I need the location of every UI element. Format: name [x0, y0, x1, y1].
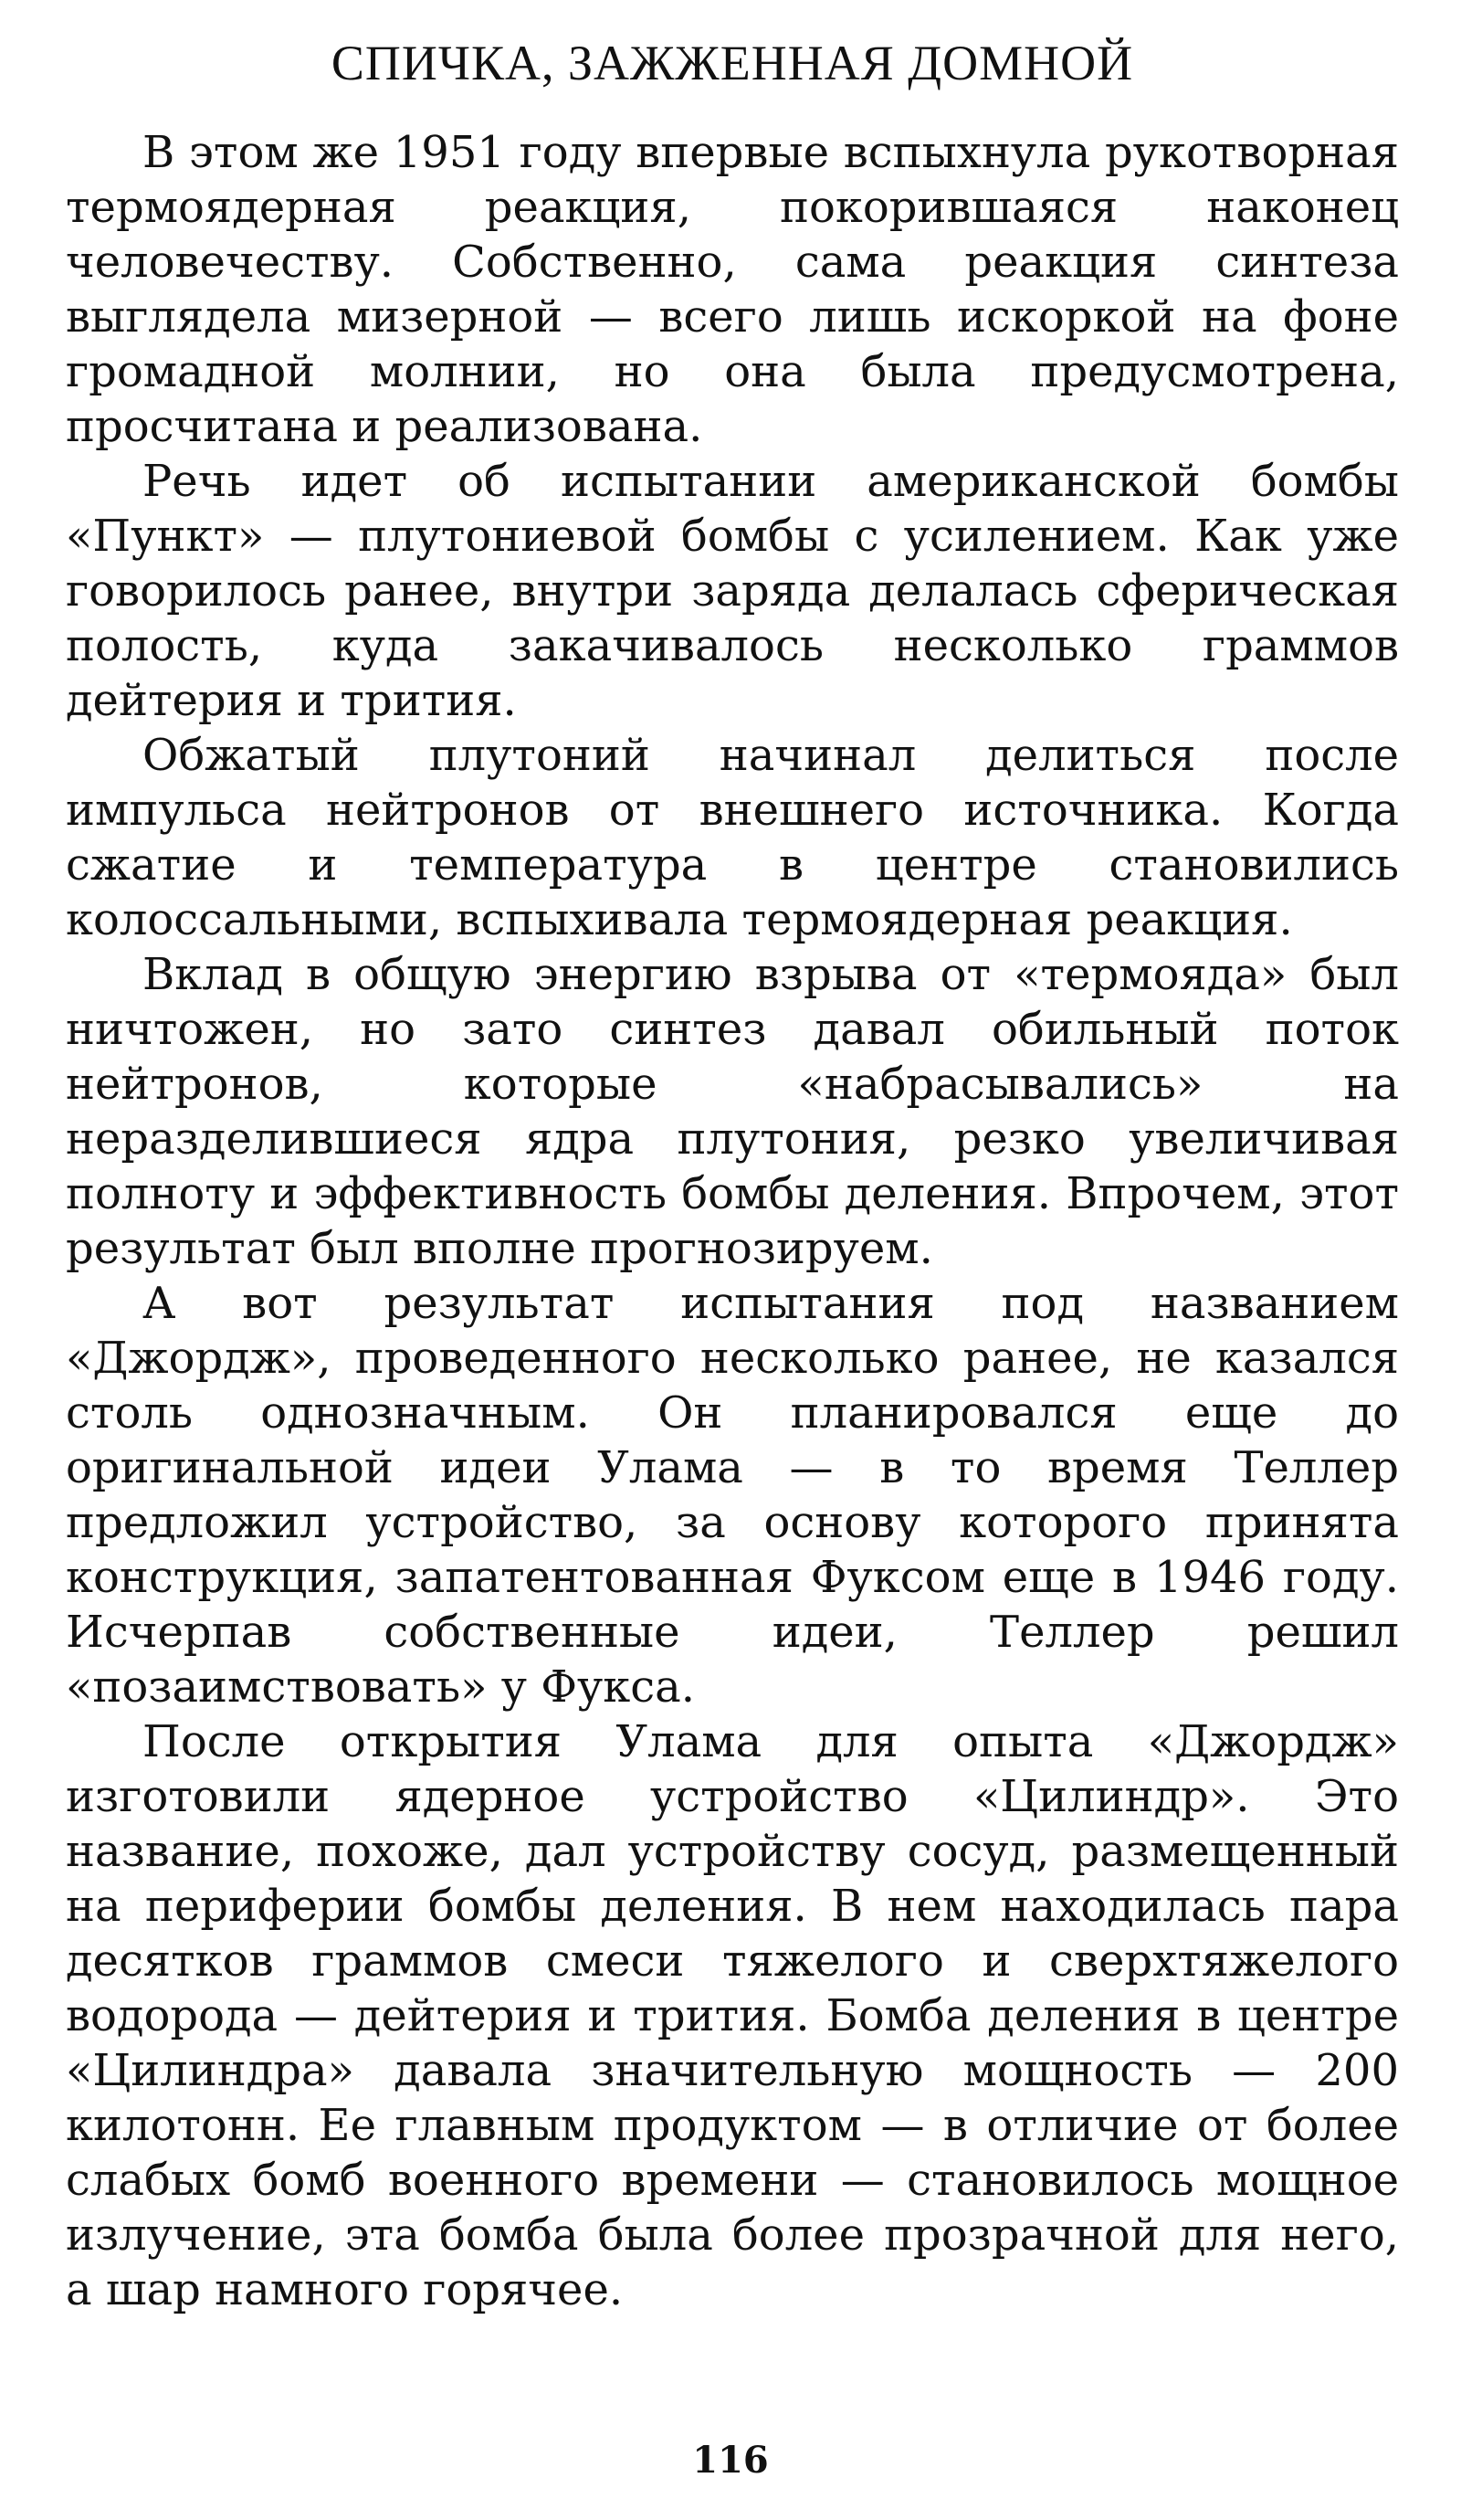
book-page [66, 37, 1399, 2317]
chapter-title: СПИЧКА, ЗАЖЖЕННАЯ ДОМНОЙ [331, 36, 1134, 90]
paragraph: Обжатый плутоний начинал делиться после импульса нейтронов от внешнего источника. Когда сжатие и температура в центре становились колоссальными, вспыхивала термоядерная реакция. [66, 730, 1399, 946]
paragraph: Речь идет об испытании американской бомбы «Пункт» — плутониевой бомбы с усилением. Как уже говорилось ранее, внутри заряда делалась сферическая полость, куда закачивалось несколько граммов дейтерия и трития. [66, 456, 1399, 727]
paragraph: После открытия Улама для опыта «Джордж» изготовили ядерное устройство «Цилиндр». Это название, похоже, дал устройству сосуд, размещенный на периферии бомбы деления. В нем находилась пара десятков граммов смеси тяжелого и сверхтяжелого водорода — дейтерия и трития. Бомба деления в центре «Цилиндра» давала значительную мощность — 200 килотонн. Ее главным продуктом — в отличие от более слабых бомб военного времени — становилось мощное излучение, эта бомба была более прозрачной для него, а шар намного горячее. [66, 1716, 1399, 2316]
body-text [66, 125, 1399, 2317]
paragraph: А вот результат испытания под названием «Джордж», проведенного несколько ранее, не казался столь однозначным. Он планировался еще до оригинальной идеи Улама — в то время Теллер предложил устройство, за основу которого принята конструкция, запатентованная Фуксом еще в 1946 году. Исчерпав собственные идеи, Теллер решил «позаимствовать» у Фукса. [66, 1278, 1399, 1713]
paragraph: В этом же 1951 году впервые вспыхнула рукотворная термоядерная реакция, покорившаяся наконец человечеству. Собственно, сама реакция синтеза выглядела мизерной — всего лишь искоркой на фоне громадной молнии, но она была предусмотрена, просчитана и реализована. [66, 127, 1399, 453]
paragraph: Вклад в общую энергию взрыва от «термояда» был ничтожен, но зато синтез давал обильный поток нейтронов, которые «набрасывались» на неразделившиеся ядра плутония, резко увеличивая полноту и эффективность бомбы деления. Впрочем, этот результат был вполне прогнозируем. [66, 949, 1399, 1275]
page-number: 116 [692, 2439, 769, 2482]
